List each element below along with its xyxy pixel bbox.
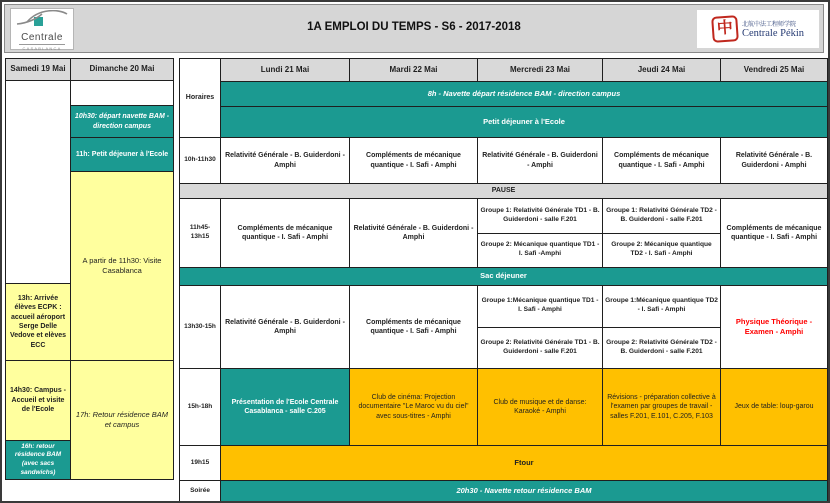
sunday-casablanca-visit-cell: A partir de 11h30: Visite Casablanca	[71, 172, 173, 360]
hour-label-soiree: Soirée	[180, 481, 220, 501]
course-split-cell	[478, 286, 602, 368]
course-split-cell	[603, 199, 720, 267]
banner-sac-dejeuner: Sac déjeuner	[180, 268, 827, 285]
activity-cell: Club de cinéma: Projection documentaire "Le Maroc vu du ciel" avec sous-titres - Amphi	[350, 369, 477, 445]
pause-banner: PAUSE	[180, 184, 827, 198]
saturday-campus-visit-cell: 14h30: Campus - Accueil et visite de l'Ecole	[6, 361, 70, 440]
course-cell: Compléments de mécanique quantique - I. Safi - Amphi	[350, 138, 477, 183]
sunday-column	[70, 58, 174, 480]
course-cell: Relativité Générale - B. Guiderdoni - Amphi	[221, 138, 349, 183]
banner-petit-dejeuner: Petit déjeuner à l'Ecole	[221, 107, 827, 137]
course-cell: Compléments de mécanique quantique - I. Safi - Amphi	[603, 138, 720, 183]
sunday-header: Dimanche 20 Mai	[71, 59, 173, 80]
hour-label-19h15: 19h15	[180, 446, 220, 480]
activity-cell: Jeux de table: loup-garou	[721, 369, 827, 445]
course-split-cell	[603, 286, 720, 368]
page-title: 1A EMPLOI DU TEMPS - S6 - 2017-2018	[307, 21, 521, 33]
banner-navette-retour: 20h30 - Navette retour résidence BAM	[221, 481, 827, 501]
presentation-ecole-cell: Présentation de l'Ecole Centrale Casablanca - salle C.205	[221, 369, 349, 445]
saturday-arrival-cell: 13h: Arrivée élèves ECPK : accueil aéroport Serge Delle Vedove et elèves ECC	[6, 284, 70, 360]
activity-cell: Révisions - préparation collective à l'examen par groupes de travail - salles F.201, E.101, C.205, F.103	[603, 369, 720, 445]
course-split-cell	[478, 199, 602, 267]
centrale-casablanca-city-label: CASABLANCA	[22, 46, 62, 51]
hour-label-15h-18h: 15h-18h	[180, 369, 220, 445]
sunday-breakfast-cell: 11h: Petit déjeuner à l'Ecole	[71, 138, 173, 171]
course-cell: Relativité Générale - B. Guiderdoni - Amphi	[221, 286, 349, 368]
hour-label-11h45-13h15: 11h45-13h15	[180, 199, 220, 267]
groupe1-td-cell: Groupe 1:Mécanique quantique TD1 - I. Safi - Amphi	[478, 286, 602, 328]
hour-label-10h-11h30: 10h-11h30	[180, 138, 220, 183]
day-header-vendredi: Vendredi 25 Mai	[721, 59, 827, 81]
course-cell: Compléments de mécanique quantique - I. Safi - Amphi	[221, 199, 349, 267]
course-cell: Compléments de mécanique quantique - I. Safi - Amphi	[350, 286, 477, 368]
saturday-return-bam-cell: 16h: retour résidence BAM (avec sacs sandwichs)	[6, 441, 70, 479]
centrale-pekin-french-name: Centrale Pékin	[741, 28, 805, 39]
groupe1-td-cell: Groupe 1: Relativité Générale TD2 - B. Guiderdoni - salle F.201	[603, 199, 720, 234]
centrale-pekin-chinese-name: 北航中法工程师学院	[741, 22, 796, 28]
day-header-jeudi: Jeudi 24 Mai	[603, 59, 720, 81]
banner-navette-matin: 8h - Navette départ résidence BAM - direction campus	[221, 82, 827, 106]
course-cell: Relativité Générale - B. Guiderdoni - Amphi	[721, 138, 827, 183]
groupe2-td-cell: Groupe 2: Relativité Générale TD2 - B. Guiderdoni - salle F.201	[606, 338, 717, 355]
centrale-casablanca-wordmark: Centrale	[21, 32, 63, 43]
saturday-empty-cell	[6, 81, 70, 283]
sunday-empty-cell	[71, 81, 173, 105]
groupe2-td-cell: Groupe 2: Mécanique quantique TD2 - I. Safi - Amphi	[611, 241, 712, 258]
centrale-pekin-wordmark	[742, 19, 804, 39]
groupe1-td-cell: Groupe 1:Mécanique quantique TD2 - I. Safi - Amphi	[603, 286, 720, 328]
course-cell: Compléments de mécanique quantique - I. Safi - Amphi	[721, 199, 827, 267]
title-bar	[4, 4, 824, 53]
saturday-column	[5, 58, 71, 480]
ftour-banner: Ftour	[221, 446, 827, 480]
centrale-pekin-logo	[697, 10, 819, 48]
day-header-mercredi: Mercredi 23 Mai	[478, 59, 602, 81]
week-grid	[179, 58, 828, 502]
hours-column-header: Horaires	[180, 59, 220, 137]
sunday-navette-cell: 10h30: départ navette BAM - direction campus	[71, 106, 173, 137]
hour-label-13h30-15h: 13h30-15h	[180, 286, 220, 368]
centrale-pekin-seal-icon: 中	[711, 15, 739, 43]
groupe2-td-cell: Groupe 2: Relativité Générale TD1 - B. Guiderdoni - salle F.201	[480, 338, 600, 355]
course-cell: Relativité Générale - B. Guiderdoni - Amphi	[350, 199, 477, 267]
day-header-lundi: Lundi 21 Mai	[221, 59, 349, 81]
course-cell: Relativité Générale - B. Guiderdoni - Amphi	[478, 138, 602, 183]
day-header-mardi: Mardi 22 Mai	[350, 59, 477, 81]
saturday-header: Samedi 19 Mai	[6, 59, 70, 80]
exam-cell: Physique Théorique - Examen - Amphi	[721, 286, 827, 368]
groupe2-td-cell: Groupe 2: Mécanique quantique TD1 - I. Safi -Amphi	[480, 241, 600, 258]
groupe1-td-cell: Groupe 1: Relativité Générale TD1 - B. Guiderdoni - salle F.201	[478, 199, 602, 234]
activity-cell: Club de musique et de danse: Karaoké - Amphi	[478, 369, 602, 445]
sunday-return-bam-cell: 17h: Retour résidence BAM et campus	[71, 361, 173, 479]
